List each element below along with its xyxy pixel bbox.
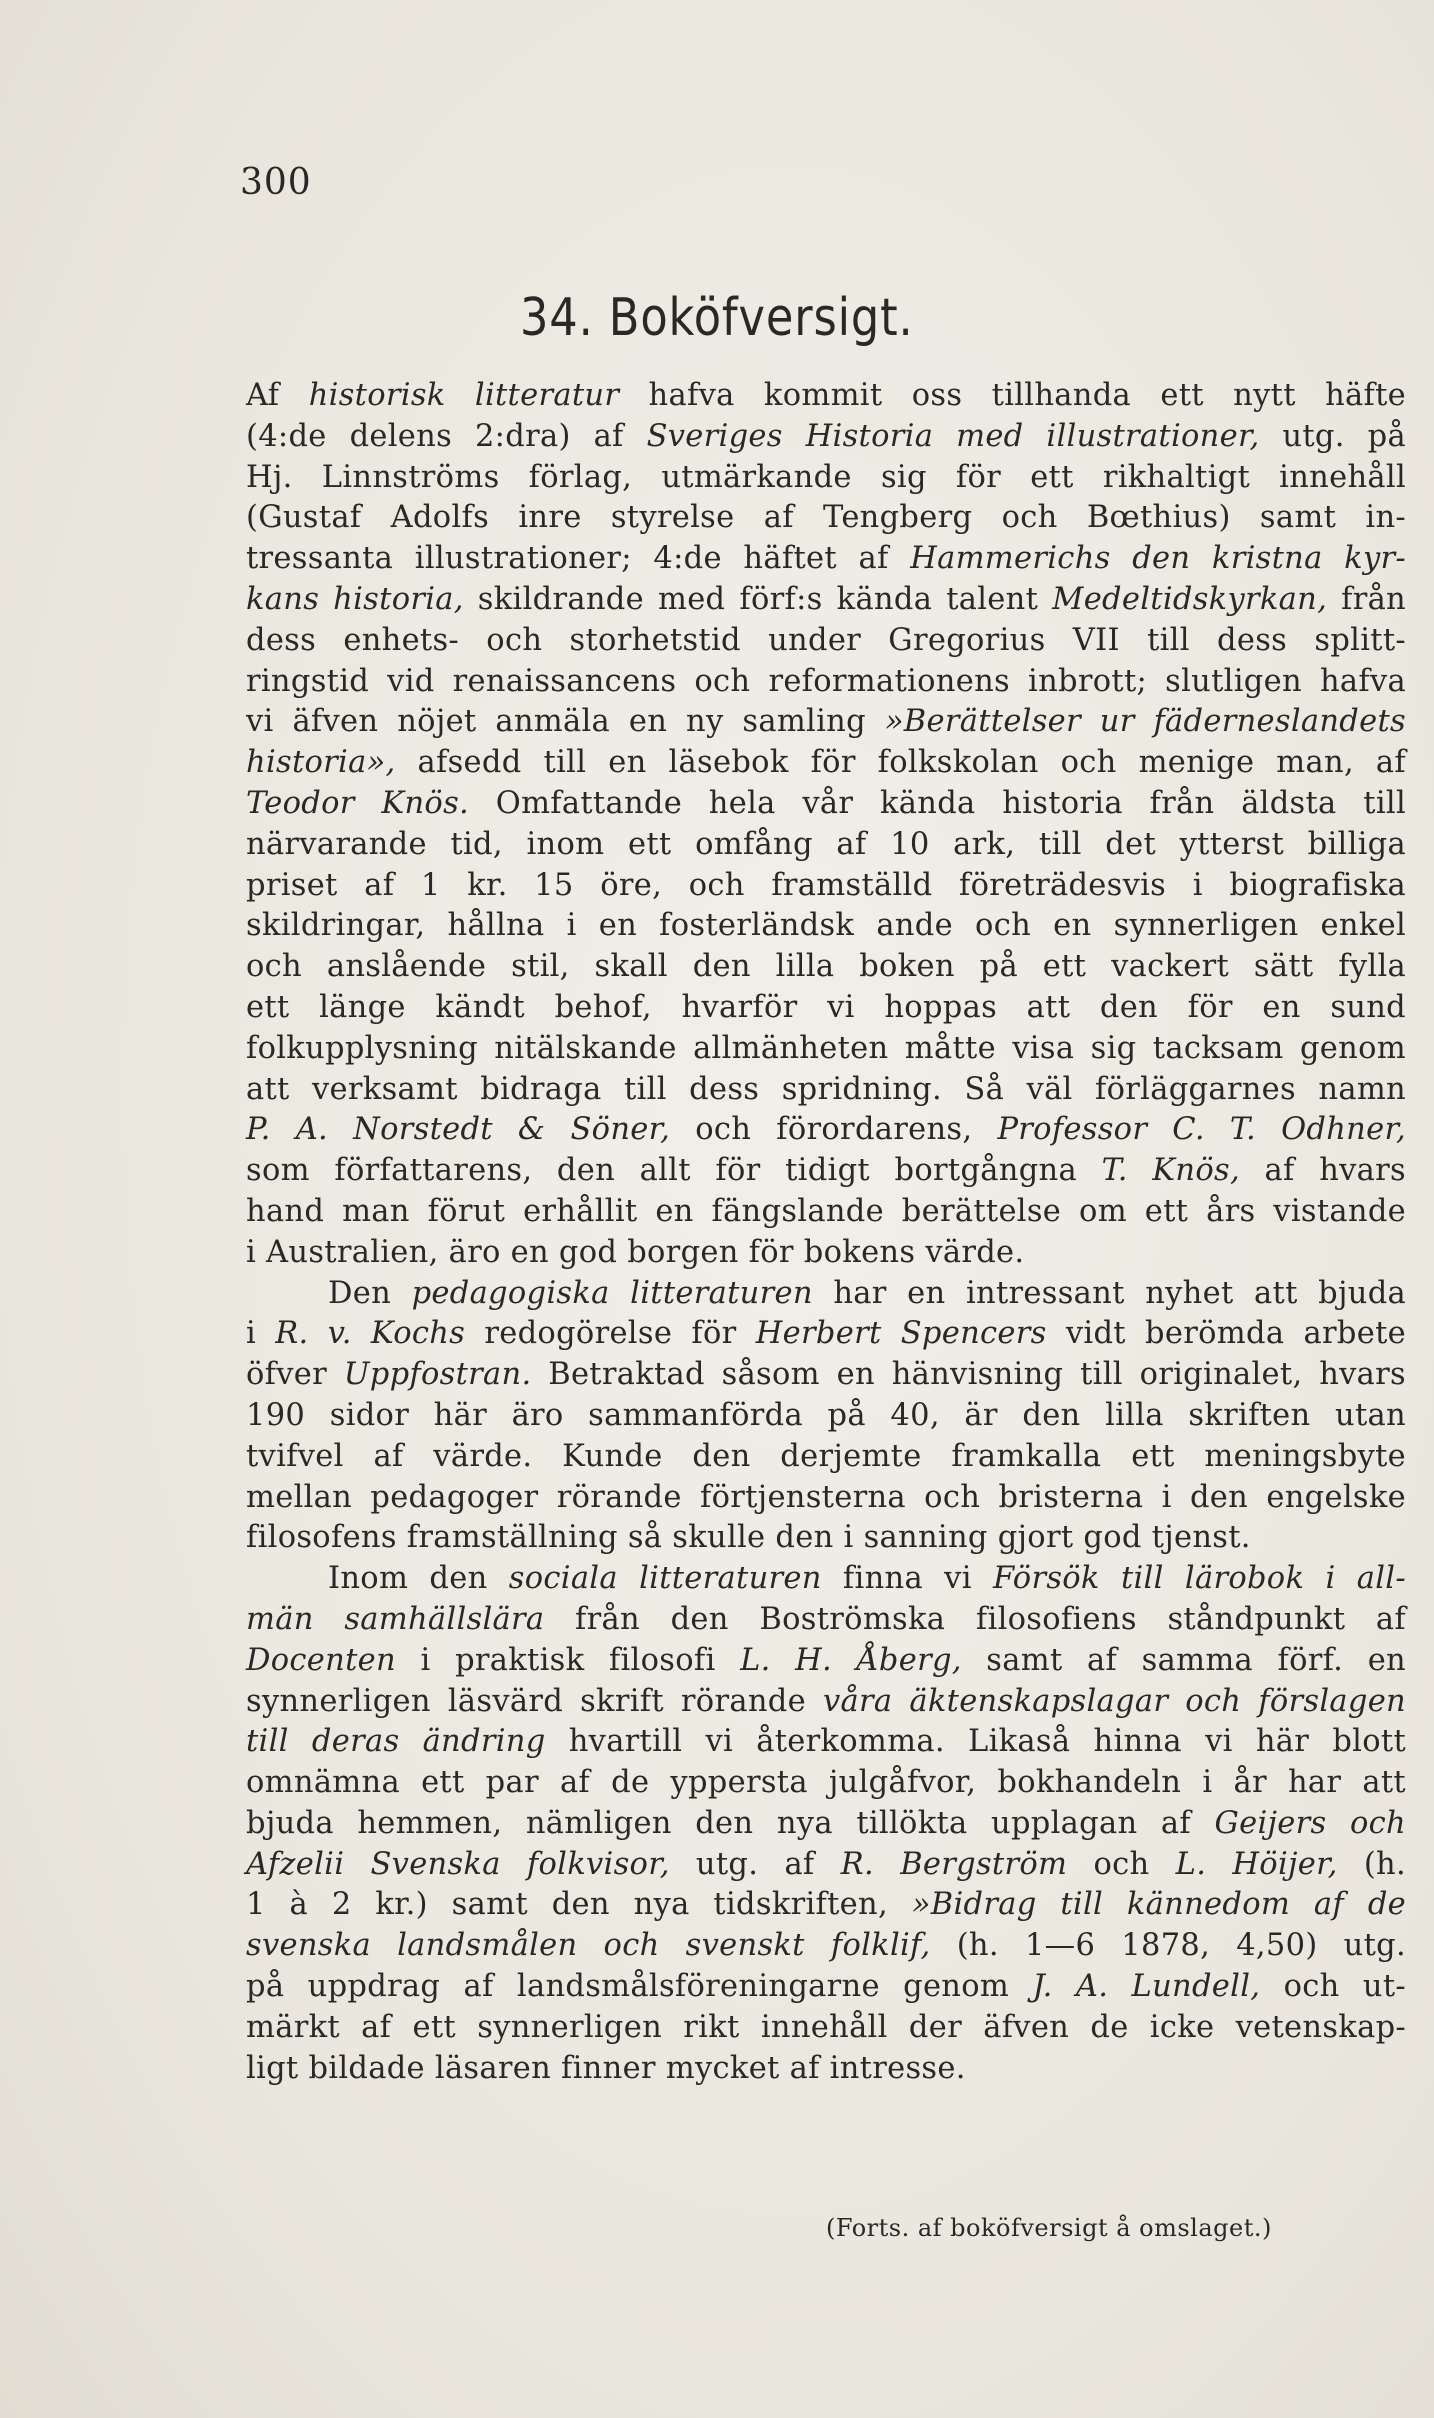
text-line (246, 1926, 1406, 1967)
text-run: skildringar, hållna i en fosterländsk ande och en synnerligen enkel (246, 908, 1406, 944)
text-line (246, 2008, 1406, 2049)
text-line (246, 1029, 1406, 1070)
text-run: öfver (246, 1357, 344, 1393)
text-line (246, 1518, 1406, 1559)
text-run: i praktisk filosofi (395, 1642, 741, 1678)
text-run: tvifvel af värde. Kunde den derjemte framkalla ett meningsbyte (246, 1438, 1406, 1474)
text-line (246, 376, 1406, 417)
text-run: hand man förut erhållit en fängslande berättelse om ett års vistande (246, 1193, 1406, 1229)
text-line (246, 1641, 1406, 1682)
italic-phrase: pedagogiska litteraturen (411, 1275, 813, 1311)
text-run: utg. på (1259, 418, 1406, 454)
text-line (246, 1233, 1406, 1274)
text-line (246, 1437, 1406, 1478)
text-line (246, 498, 1406, 539)
italic-phrase: till deras ändring (246, 1724, 546, 1760)
italic-phrase: R. v. Kochs (275, 1316, 466, 1352)
text-run: har en intressant nyhet att bjuda (812, 1275, 1407, 1311)
italic-phrase: Sveriges Historia med illustrationer, (646, 418, 1260, 454)
text-run: ett länge kändt behof, hvarför vi hoppas att den för en sund (246, 989, 1406, 1025)
text-line (246, 1845, 1406, 1886)
text-run: synnerligen läsvärd skrift rörande (246, 1683, 823, 1719)
italic-phrase: L. Höijer, (1175, 1846, 1338, 1882)
text-run: hvartill vi återkomma. Likaså hinna vi här blott (545, 1724, 1406, 1760)
text-line (246, 1885, 1406, 1926)
text-run: och förordarens, (670, 1112, 998, 1148)
text-run: vidt berömda arbete (1046, 1316, 1406, 1352)
text-run: vi äfven nöjet anmäla en ny samling (246, 704, 885, 740)
italic-phrase: »Bidrag till kännedom af de (911, 1887, 1406, 1923)
text-line (246, 621, 1406, 662)
text-line (246, 580, 1406, 621)
text-run: märkt af ett synnerligen rikt innehåll der äfven de icke vetenskap- (246, 2009, 1406, 2045)
text-run: och (1067, 1846, 1176, 1882)
text-run: i Australien, äro en god borgen för bokens värde. (246, 1234, 1025, 1270)
italic-phrase: kans historia, (246, 581, 464, 617)
italic-phrase: våra äktenskapslagar och förslagen (822, 1683, 1406, 1719)
italic-phrase: Geijers och (1214, 1805, 1406, 1841)
text-run: Hj. Linnströms förlag, utmärkande sig för ett rikhaltigt innehåll (246, 459, 1406, 495)
text-run: som författarens, den allt för tidigt bortgångna (246, 1153, 1102, 1189)
text-line (246, 743, 1406, 784)
text-line (246, 1478, 1406, 1519)
text-run: bjuda hemmen, nämligen den nya tillökta upplagan af (246, 1805, 1215, 1841)
text-run: filosofens framställning så skulle den i sanning gjort god tjenst. (246, 1520, 1251, 1556)
text-line (246, 1559, 1406, 1600)
text-line (246, 825, 1406, 866)
text-run: samt af samma förf. en (961, 1642, 1407, 1678)
text-run: redogörelse för (465, 1316, 756, 1352)
text-run: (h. 1—6 1878, 4,50) utg. (930, 1928, 1406, 1964)
text-run: folkupplysning nitälskande allmänheten måtte visa sig tacksam genom (246, 1030, 1406, 1066)
italic-phrase: P. A. Norstedt & Söner, (246, 1112, 671, 1148)
text-line (246, 1192, 1406, 1233)
italic-phrase: Uppfostran. (343, 1357, 532, 1393)
text-line (246, 1396, 1406, 1437)
text-line (246, 1355, 1406, 1396)
text-run: att verksamt bidraga till dess spridning. Så väl förläggarnes namn (246, 1071, 1406, 1107)
italic-phrase: Försök till lärobok i all- (992, 1561, 1406, 1597)
italic-phrase: Medeltidskyrkan, (1052, 581, 1328, 617)
text-line (246, 1151, 1406, 1192)
text-line (246, 988, 1406, 1029)
text-run: Inom den (328, 1561, 509, 1597)
text-run: Af (246, 378, 309, 413)
text-run: priset af 1 kr. 15 öre, och framställd företrädesvis i biografiska (246, 867, 1406, 903)
text-run: i (246, 1316, 276, 1352)
text-line (246, 1070, 1406, 1111)
italic-phrase: Afzelii Svenska folkvisor, (246, 1846, 670, 1882)
text-line (246, 1967, 1406, 2008)
text-run: afsedd till en läsebok för folkskolan och menige man, af (395, 745, 1406, 781)
text-run: och anslående stil, skall den lilla boken på ett vackert sätt fylla (246, 949, 1406, 985)
text-run: mellan pedagoger rörande förtjensterna och bristerna i den engelske (246, 1479, 1406, 1515)
italic-phrase: Herbert Spencers (755, 1316, 1047, 1352)
italic-phrase: Hammerichs den kristna kyr- (910, 541, 1406, 577)
italic-phrase: J. A. Lundell, (1032, 1969, 1261, 2005)
text-run: ringstid vid renaissancens och reformationens inbrott; slutligen hafva (246, 663, 1406, 699)
text-run: Betraktad såsom en hänvisning till originalet, hvars (531, 1357, 1406, 1393)
text-run: ligt bildade läsaren finner mycket af intresse. (246, 2050, 966, 2086)
italic-phrase: historia», (246, 745, 396, 781)
text-run: (4:de delens 2:dra) af (246, 418, 647, 454)
text-line (246, 2049, 1406, 2090)
text-line (246, 1682, 1406, 1723)
text-run: finna vi (821, 1561, 993, 1597)
text-run: skildrande med förf:s kända talent (463, 581, 1053, 617)
italic-phrase: sociala litteraturen (508, 1561, 822, 1597)
text-run: från den Boströmska filosofiens ståndpunkt af (544, 1601, 1406, 1637)
italic-phrase: historisk litteratur (308, 378, 620, 413)
text-run: dess enhets- och storhetstid under Gregorius VII till dess splitt- (246, 622, 1406, 658)
italic-phrase: »Berättelser ur fäderneslandets (884, 704, 1406, 740)
text-run: Den (328, 1275, 412, 1311)
page-number: 300 (240, 162, 312, 203)
text-run: närvarande tid, inom ett omfång af 10 ark, till det ytterst billiga (246, 826, 1406, 862)
text-run: hafva kommit oss tillhanda ett nytt häfte (619, 378, 1407, 413)
italic-phrase: män samhällslära (246, 1601, 545, 1637)
text-line (246, 458, 1406, 499)
text-line (246, 1314, 1406, 1355)
text-line (246, 1600, 1406, 1641)
text-line (246, 1763, 1406, 1804)
text-line (246, 1274, 1406, 1315)
text-line (246, 866, 1406, 907)
text-run: Omfattande hela vår kända historia från äldsta till (469, 785, 1406, 821)
text-line (246, 1110, 1406, 1151)
italic-phrase: Professor C. T. Odhner, (997, 1112, 1407, 1148)
text-run: utg. af (669, 1846, 841, 1882)
text-line (246, 662, 1406, 703)
text-line (246, 539, 1406, 580)
italic-phrase: Docenten (246, 1642, 396, 1678)
italic-phrase: svenska landsmålen och svenskt folklif, (246, 1928, 931, 1964)
text-run: på uppdrag af landsmålsföreningarne genom (246, 1969, 1033, 2005)
text-run: af hvars (1239, 1153, 1406, 1189)
italic-phrase: R. Bergström (840, 1846, 1068, 1882)
text-run: tressanta illustrationer; 4:de häftet af (246, 541, 911, 577)
text-run: (Gustaf Adolfs inre styrelse af Tengberg och Bœthius) samt in- (246, 500, 1406, 536)
text-line (246, 784, 1406, 825)
section-title: 34. Boköfversigt. (520, 288, 914, 348)
text-line (246, 702, 1406, 743)
text-run: omnämna ett par af de yppersta julgåfvor, bokhandeln i år har att (246, 1765, 1406, 1801)
italic-phrase: Teodor Knös. (246, 785, 470, 821)
text-line (246, 1722, 1406, 1763)
italic-phrase: L. H. Åberg, (740, 1642, 962, 1678)
text-run: 190 sidor här äro sammanförda på 40, är den lilla skriften utan (246, 1397, 1406, 1433)
continuation-note: (Forts. af boköfversigt å omslaget.) (826, 2214, 1272, 2242)
italic-phrase: T. Knös, (1101, 1153, 1240, 1189)
text-line (246, 947, 1406, 988)
text-line (246, 906, 1406, 947)
text-run: från (1327, 581, 1406, 617)
text-run: 1 à 2 kr.) samt den nya tidskriften, (246, 1887, 912, 1923)
text-run: (h. (1337, 1846, 1406, 1882)
text-line (246, 1804, 1406, 1845)
text-line (246, 417, 1406, 458)
text-run: och ut- (1260, 1969, 1406, 2005)
review-body-text (246, 376, 1406, 2089)
